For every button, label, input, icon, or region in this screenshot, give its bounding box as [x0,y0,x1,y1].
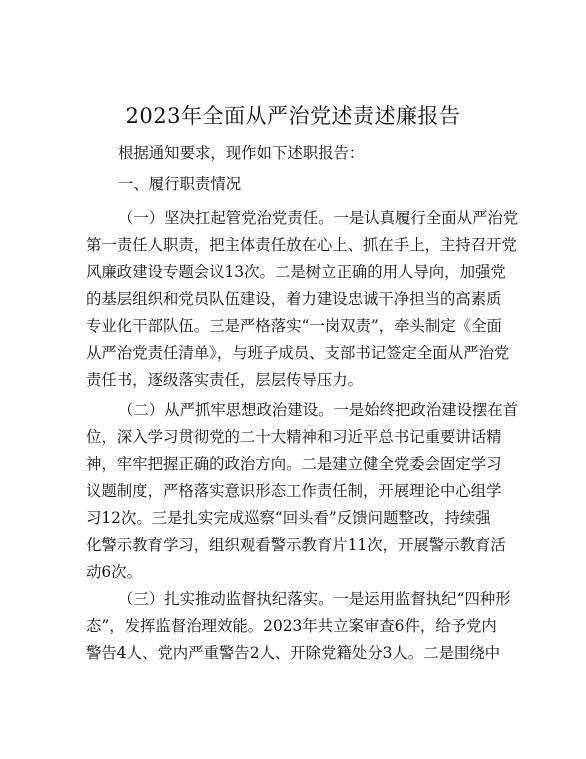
paragraph-line: （三）扎实推动监督执纪落实。一是运用监督执纪“四种形 [118,590,511,608]
paragraph-line: （二）从严抓牢思想政治建设。一是始终把政治建设摆在首 [118,401,519,419]
paragraph-line: 习12次。三是扎实完成巡察“回头看”反馈问题整改，持续强 [86,509,491,527]
paragraph-line: 第一责任人职责，把主体责任放在心上、抓在手上，主持召开党 [86,236,517,254]
section-heading-text: 一、履行职责情况 [118,175,242,193]
paragraph-line: 的基层组织和党员队伍建设，着力建设忠诚干净担当的高素质 [86,290,502,308]
intro-line: 根据通知要求，现作如下述职报告： [118,144,365,162]
paragraph-line: 动6次。 [86,563,142,581]
paragraph-line: （一）坚决扛起管党治党责任。一是认真履行全面从严治党 [118,209,519,227]
document-title: 2023年全面从严治党述责述廉报告 [125,104,461,128]
paragraph-line: 责任书，逐级落实责任，层层传导压力。 [86,371,364,389]
paragraph-line: 位，深入学习贯彻党的二十大精神和习近平总书记重要讲话精 [86,428,502,446]
paragraph-line: 从严治党责任清单》，与班子成员、支部书记签定全面从严治党 [86,344,510,362]
paragraph-line: 议题制度，严格落实意识形态工作责任制，开展理论中心组学 [86,482,502,500]
paragraph-line: 专业化干部队伍。三是严格落实“一岗双责”，牵头制定《全面 [86,317,502,335]
paragraph-line: 神，牢牢把握正确的政治方向。二是建立健全党委会固定学习 [86,455,502,473]
paragraph-line: 风廉政建设专题会议13次。二是树立正确的用人导向，加强党 [86,263,506,281]
paragraph-line: 态”，发挥监督治理效能。2023年共立案审查6件，给予党内 [86,617,497,635]
paragraph-line: 警告4人、党内严重警告2人、开除党籍处分3人。二是围绕中 [86,644,501,662]
paragraph-line: 化警示教育学习，组织观看警示教育片11次，开展警示教育活 [86,536,506,554]
